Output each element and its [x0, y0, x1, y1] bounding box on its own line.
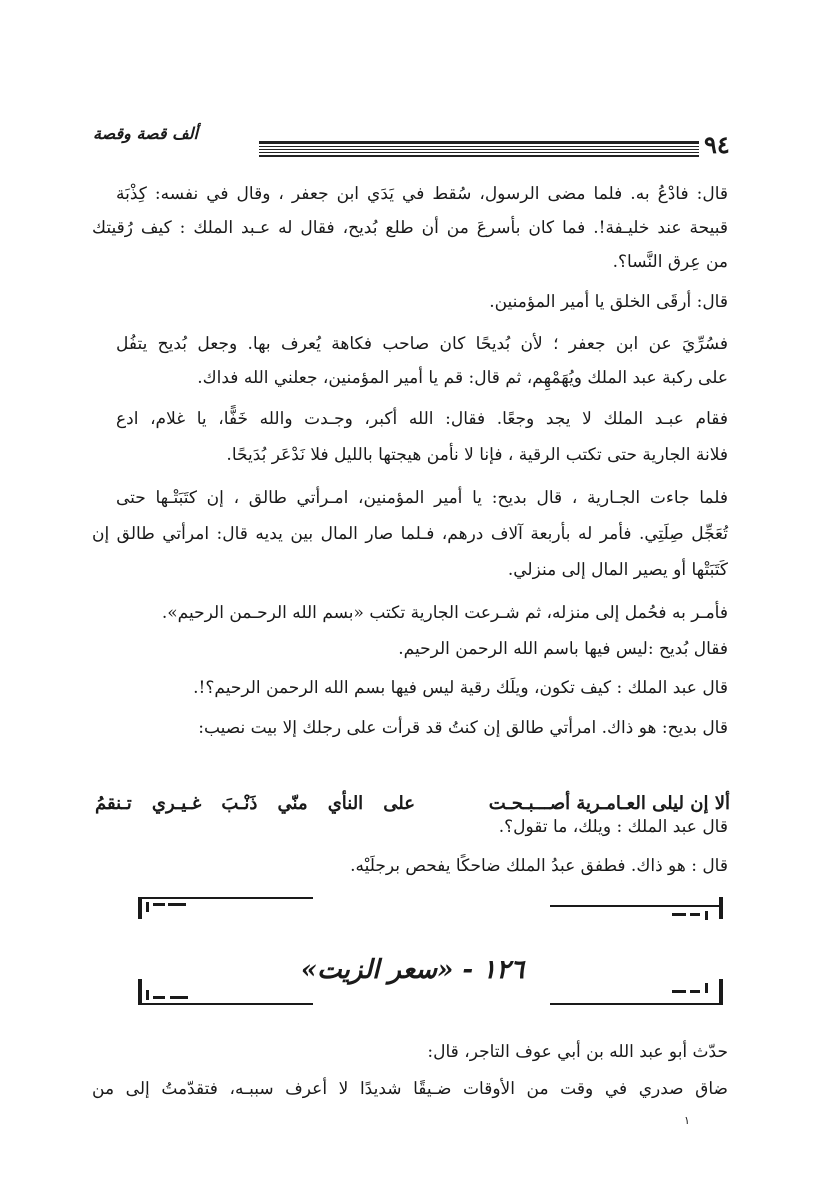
text-line: فأمـر به فحُمل إلى منزله، ثم شـرعت الجارية تكتب «بسم الله الرحـمن الرحيم».: [161, 603, 728, 623]
verse-second-hemistich: على النأي منّي ذَنْـبَ غـيـري تـنقمُ: [95, 793, 415, 814]
verse-first-hemistich: ألا إن ليلى العـامـرية أصـــبـحـت: [488, 793, 730, 814]
running-title: ألف قصة وقصة: [93, 124, 198, 143]
text-line: قال: أرقَى الخلق يا أمير المؤمنين.: [489, 292, 728, 312]
text-line: قال عبد الملك : كيف تكون، ويلَك رقية ليس فيها بسم الله الرحمن الرحيم؟!.: [193, 678, 728, 698]
text-line: فسُرِّيَ عن ابن جعفر ؛ لأن بُديحًا كان صاحب فكاهة يُعرف بها. وجعل بُديح يتفُل: [116, 334, 728, 354]
text-line: فلما جاءت الجـارية ، قال بديح: يا أمير المؤمنين، امـرأتي طالق ، إن كتَبَتْـها حتى: [116, 488, 728, 508]
text-line: كَتَبَتْها أو يصير المال إلى منزلي.: [507, 560, 728, 580]
section-title: ١٢٦ - «سعر الزيت»: [300, 955, 525, 985]
text-line: قال : هو ذاك. فطفق عبدُ الملك ضاحكًا يفحص برجلَيْه.: [350, 856, 728, 876]
text-line: حدّث أبو عبد الله بن أبي عوف التاجر، قال:: [427, 1042, 728, 1062]
text-line: قال: فادْعُ به. فلما مضى الرسول، سُقط في يَدَي ابن جعفر ، وقال في نفسه: كِذْبَة: [116, 184, 728, 204]
footnote-marker: ١: [684, 1114, 690, 1127]
text-line: على ركبة عبد الملك ويُهَمْهِم، ثم قال: قم يا أمير المؤمنين، جعلني الله فداك.: [197, 368, 728, 388]
text-line: فلانة الجارية حتى تكتب الرقية ، فإنا لا نأمن هيجتها بالليل فلا نَدْعَر بُدَيحًا.: [226, 445, 728, 465]
text-line: ضاق صدري في وقت من الأوقات ضـيقًا شديدًا لا أعرف سببـه، فتقدّمتُ إلى من: [92, 1079, 728, 1099]
text-line: من عِرق النَّسا؟.: [612, 252, 728, 272]
text-line: تُعَجِّل صِلَتِي. فأمر له بأربعة آلاف درهم، فـلما صار المال بين يديه قال: امرأتي طالق إن: [92, 524, 728, 544]
text-line: فقال بُديح :ليس فيها باسم الله الرحمن الرحيم.: [398, 639, 728, 659]
text-line: قبيحة عند خليـفة!. فما كان بأسرعَ من أن طلع بُديح، فقال له عـبد الملك : كيف رُقيتك: [92, 218, 728, 238]
text-line: قال بديح: هو ذاك. امرأتي طالق إن كنتُ قد قرأت على رجلك إلا بيت نصيب:: [198, 718, 728, 738]
text-line: فقام عبـد الملك لا يجد وجعًا. فقال: الله أكبر، وجـدت والله خَفًّا، يا غلام، ادع: [116, 409, 728, 429]
header-rule: [259, 141, 699, 157]
text-line: قال عبد الملك : ويلك، ما تقول؟.: [498, 817, 728, 837]
page-number: ٩٤: [704, 130, 730, 159]
